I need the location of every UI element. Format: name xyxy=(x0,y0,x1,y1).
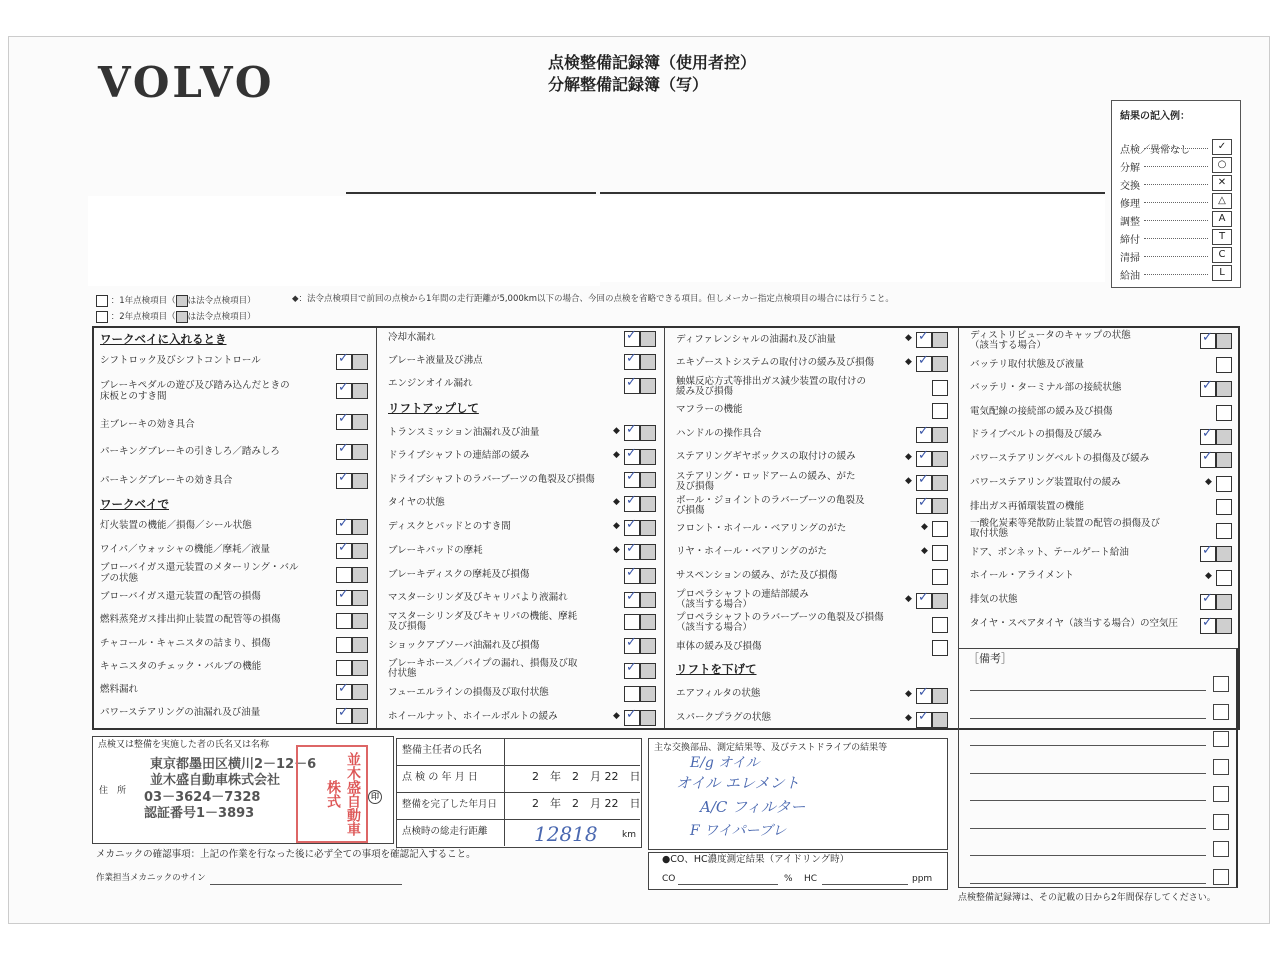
inspection-item: 排出ガス再循環装置の機能 xyxy=(970,501,1085,512)
title-line-1: 点検整備記録簿（使用者控） xyxy=(548,53,757,72)
check-box[interactable] xyxy=(1216,523,1232,539)
check-mark-icon: ✓ xyxy=(338,540,349,555)
inspection-item: パーキングブレーキの引きしろ／踏みしろ xyxy=(100,446,280,457)
remark-check-box[interactable] xyxy=(1213,814,1229,830)
statutory-box[interactable] xyxy=(640,331,656,347)
inspection-item: トランスミッション油漏れ及び油量 xyxy=(388,427,540,438)
inspection-item: 排気の状態 xyxy=(970,594,1018,605)
inspection-item: ブレーキディスクの摩耗及び損傷 xyxy=(388,569,530,580)
check-box[interactable] xyxy=(624,614,640,630)
company-phone: 03－3624－7328 xyxy=(144,790,261,805)
mechanic-note: メカニックの確認事項：上記の作業を行なった後に必ず全ての事項を確認記入すること。 xyxy=(96,849,476,860)
diamond-note: ◆：法令点検項目で前回の点検から1年間の走行距離が5,000km以下の場合、今回の点検を省略できる項目。但しメーカー指定点検項目の場合には行うこと。 xyxy=(292,294,894,304)
section-heading: ワークベイで xyxy=(100,497,169,511)
legend-row: 分解 ○ xyxy=(1120,157,1232,173)
check-mark-icon: ✓ xyxy=(338,351,349,366)
company-stamp: 並木盛自動車株式 xyxy=(296,745,368,843)
seal-mark: 印 xyxy=(368,790,382,804)
section-heading: リフトを下げて xyxy=(676,662,757,676)
inspection-item: 及び損傷 xyxy=(676,481,715,492)
statutory-box[interactable] xyxy=(640,568,656,584)
hc-unit: ppm xyxy=(912,874,933,884)
completion-date-label: 整備を完了した年月日 xyxy=(402,799,498,810)
check-mark-icon: ✓ xyxy=(338,470,349,485)
inspection-item: 緩み及び損傷 xyxy=(676,386,734,397)
check-box[interactable] xyxy=(624,686,640,702)
inspection-item: び損傷 xyxy=(676,505,705,516)
inspection-item: ボール・ジョイントのラバーブーツの亀裂及 xyxy=(676,495,865,506)
inspection-item: 車体の緩み及び損傷 xyxy=(676,641,762,652)
inspection-item: 付状態 xyxy=(388,668,417,679)
remarks-panel xyxy=(958,648,1238,888)
statutory-box[interactable] xyxy=(640,544,656,560)
legend-heading: 結果の記入例： xyxy=(1120,111,1190,122)
mechanic-sign-label: 作業担当メカニックのサイン xyxy=(96,873,206,883)
statutory-box[interactable] xyxy=(352,354,368,370)
emissions-heading: ●CO、HC濃度測定結果（アイドリング時） xyxy=(662,854,850,865)
statutory-box[interactable] xyxy=(640,520,656,536)
check-mark-icon: ✓ xyxy=(918,424,929,439)
co-unit: % xyxy=(784,874,793,884)
inspection-item: （該当する場合） xyxy=(676,599,753,610)
statutory-box[interactable] xyxy=(932,593,948,609)
circle-symbol: ○ xyxy=(1212,157,1232,173)
address-line: 東京都墨田区横川2－12－6 xyxy=(150,757,317,772)
inspection-item: ブレーキパッドの摩耗 xyxy=(388,545,483,556)
result-line: オイル エレメント xyxy=(676,774,800,792)
inspection-item: ドア、ボンネット、テールゲート給油 xyxy=(970,547,1129,558)
remark-line xyxy=(970,745,1206,746)
remark-check-box[interactable] xyxy=(1213,759,1229,775)
inspection-item: ハンドルの操作具合 xyxy=(676,428,762,439)
triangle-symbol: △ xyxy=(1212,193,1232,209)
inspection-item: チャコール・キャニスタの詰まり、損傷 xyxy=(100,638,271,649)
legend-row: 清掃 C xyxy=(1120,247,1232,263)
legend-row: 交換 ✕ xyxy=(1120,175,1232,191)
header-rule-left xyxy=(346,192,596,194)
inspection-item: フューエルラインの損傷及び取付状態 xyxy=(388,687,549,698)
inspection-item: 及び損傷 xyxy=(388,621,427,632)
company-name: 並木盛自動車株式会社 xyxy=(150,773,281,788)
statutory-box[interactable] xyxy=(1216,618,1232,634)
check-mark-icon: ✓ xyxy=(1202,426,1213,441)
legend-row: 点検／異常なし ✓ xyxy=(1120,139,1232,155)
inspection-item: マスターシリンダ及びキャリパの機能、摩耗 xyxy=(388,611,578,622)
inspection-item: キャニスタのチェック・バルブの機能 xyxy=(100,661,262,672)
statutory-box[interactable] xyxy=(640,638,656,654)
check-box[interactable] xyxy=(1216,570,1232,586)
result-legend xyxy=(1111,100,1241,288)
diamond-icon: ◆ xyxy=(1205,477,1212,487)
check-box[interactable] xyxy=(932,640,948,656)
clean-symbol: C xyxy=(1212,247,1232,263)
check-mark-icon: ✓ xyxy=(918,685,929,700)
inspection-item: ドライブベルトの損傷及び緩み xyxy=(970,429,1103,440)
diamond-icon: ◆ xyxy=(905,594,912,604)
check-mark-icon: ✓ xyxy=(626,660,637,675)
inspection-item: エンジンオイル漏れ xyxy=(388,378,473,389)
check-box[interactable] xyxy=(336,637,352,653)
section-heading: リフトアップして xyxy=(388,401,479,415)
check-box[interactable] xyxy=(932,403,948,419)
statutory-box[interactable] xyxy=(640,710,656,726)
diamond-icon: ◆ xyxy=(613,711,620,721)
inspection-date-value: 2 年 2 月 22 日 xyxy=(532,770,641,783)
statutory-box[interactable] xyxy=(932,427,948,443)
statutory-box[interactable] xyxy=(352,660,368,676)
statutory-box[interactable] xyxy=(352,708,368,724)
statutory-box[interactable] xyxy=(640,663,656,679)
inspection-item: （該当する場合） xyxy=(970,340,1047,351)
inspection-item: タイヤの状態 xyxy=(388,497,445,508)
statutory-box[interactable] xyxy=(932,498,948,514)
inspection-item: マスターシリンダ及びキャリパより液漏れ xyxy=(388,592,568,603)
check-mark-icon: ✓ xyxy=(626,328,637,343)
statutory-box[interactable] xyxy=(932,356,948,372)
check-mark-icon: ✓ xyxy=(338,411,349,426)
odometer-label: 点検時の総走行距離 xyxy=(402,826,488,837)
chief-mechanic-label: 整備主任者の氏名 xyxy=(402,745,482,756)
inspection-item: プロペラシャフトのラバーブーツの亀裂及び損傷 xyxy=(676,612,884,623)
statutory-box[interactable] xyxy=(352,383,368,399)
check-mark-icon: ✓ xyxy=(918,590,929,605)
check-mark-icon: ✓ xyxy=(1202,591,1213,606)
inspection-item: ディファレンシャルの油漏れ及び油量 xyxy=(676,334,836,345)
hc-label: HC xyxy=(804,874,818,884)
statutory-box[interactable] xyxy=(1216,381,1232,397)
inspection-item: タイヤ・スペアタイヤ（該当する場合）の空気圧 xyxy=(970,618,1178,629)
remark-check-box[interactable] xyxy=(1213,676,1229,692)
statutory-box[interactable] xyxy=(352,567,368,583)
diamond-icon: ◆ xyxy=(613,521,620,531)
inspection-item: ホイールナット、ホイールボルトの緩み xyxy=(388,711,558,722)
remark-check-box[interactable] xyxy=(1213,704,1229,720)
redacted-area-right xyxy=(600,196,1105,282)
legend-row: 調整 A xyxy=(1120,211,1232,227)
statutory-box[interactable] xyxy=(932,475,948,491)
inspection-item: ドライブシャフトのラバーブーツの亀裂及び損傷 xyxy=(388,474,595,485)
check-box[interactable] xyxy=(336,660,352,676)
cross-symbol: ✕ xyxy=(1212,175,1232,191)
check-mark-icon: ✓ xyxy=(626,565,637,580)
inspection-item: ドライブシャフトの連結部の緩み xyxy=(388,450,530,461)
check-mark-icon: ✓ xyxy=(338,705,349,720)
statutory-box[interactable] xyxy=(1216,429,1232,445)
check-mark-icon: ✓ xyxy=(918,495,929,510)
remark-check-box[interactable] xyxy=(1213,731,1229,747)
statutory-box[interactable] xyxy=(932,712,948,728)
check-mark-icon: ✓ xyxy=(626,493,637,508)
key-annual: ：1年点検項目（ は法令点検項目） xyxy=(96,294,256,307)
diamond-icon: ◆ xyxy=(905,713,912,723)
inspection-item: 灯火装置の機能／損傷／シール状態 xyxy=(100,520,252,531)
results-heading: 主な交換部品、測定結果等、及びテストドライブの結果等 xyxy=(654,743,888,753)
inspection-item: 一酸化炭素等発散防止装置の配管の損傷及び xyxy=(970,518,1161,529)
statutory-box[interactable] xyxy=(932,332,948,348)
inspection-item: ブローバイガス還元装置の配管の損傷 xyxy=(100,591,261,602)
statutory-box[interactable] xyxy=(640,354,656,370)
lubricate-symbol: L xyxy=(1212,265,1232,281)
check-mark-icon: ✓ xyxy=(626,469,637,484)
check-mark-icon: ✓ xyxy=(918,472,929,487)
check-mark-icon: ✓ xyxy=(918,353,929,368)
inspection-item: ブレーキホース／パイプの漏れ、損傷及び取 xyxy=(388,658,578,669)
inspection-item: ホイール・アライメント xyxy=(970,570,1074,581)
inspection-item: パーキングブレーキの効き具合 xyxy=(100,475,233,486)
check-mark-icon: ✓ xyxy=(626,589,637,604)
legend-row: 給油 L xyxy=(1120,265,1232,281)
diamond-icon: ◆ xyxy=(921,546,928,556)
header-rule-right xyxy=(600,192,1105,194)
check-box[interactable] xyxy=(932,521,948,537)
statutory-box[interactable] xyxy=(640,472,656,488)
check-mark-icon: ✓ xyxy=(918,329,929,344)
completion-date-value: 2 年 2 月 22 日 xyxy=(532,797,641,810)
inspection-item: ディスクとパッドとのすき間 xyxy=(388,521,511,532)
diamond-icon: ◆ xyxy=(905,476,912,486)
statutory-box[interactable] xyxy=(640,614,656,630)
inspection-date-label: 点 検 の 年 月 日 xyxy=(402,772,478,783)
inspection-item: フロント・ホイール・ベアリングのがた xyxy=(676,523,847,534)
volvo-logo: VOLVO xyxy=(98,58,275,107)
statutory-box[interactable] xyxy=(640,686,656,702)
statutory-box[interactable] xyxy=(932,688,948,704)
check-mark-icon: ✓ xyxy=(626,351,637,366)
statutory-box[interactable] xyxy=(352,684,368,700)
check-mark-icon: ✓ xyxy=(1202,615,1213,630)
remark-line xyxy=(970,855,1206,856)
check-mark-icon: ✓ xyxy=(918,709,929,724)
check-mark-icon: ✓ xyxy=(1202,378,1213,393)
inspection-item: ステアリングギヤボックスの取付けの緩み xyxy=(676,451,856,462)
check-box[interactable] xyxy=(932,569,948,585)
diamond-icon: ◆ xyxy=(613,497,620,507)
legend-row: 締付 T xyxy=(1120,229,1232,245)
check-mark-icon: ✓ xyxy=(626,375,637,390)
check-mark-icon: ✓ xyxy=(338,587,349,602)
odometer-value: 12818 xyxy=(534,822,598,846)
inspection-item: パワーステアリングベルトの損傷及び緩み xyxy=(970,453,1150,464)
inspection-item: 触媒反応方式等排出ガス減少装置の取付けの xyxy=(676,376,867,387)
statutory-box[interactable] xyxy=(640,378,656,394)
retention-note: 点検整備記録簿は、その記載の日から2年間保存してください。 xyxy=(958,893,1216,903)
statutory-box[interactable] xyxy=(640,425,656,441)
statutory-box[interactable] xyxy=(352,473,368,489)
remark-check-box[interactable] xyxy=(1213,786,1229,802)
section-heading: ワークベイに入れるとき xyxy=(100,332,227,346)
check-box[interactable] xyxy=(1216,357,1232,373)
address-label: 住 所 xyxy=(99,786,127,796)
statutory-box[interactable] xyxy=(1216,546,1232,562)
check-box[interactable] xyxy=(1216,405,1232,421)
remark-check-box[interactable] xyxy=(1213,841,1229,857)
inspection-item: ステアリング・ロッドアームの緩み、がた xyxy=(676,471,856,482)
check-box[interactable] xyxy=(932,617,948,633)
inspection-item: リヤ・ホイール・ベアリングのがた xyxy=(676,546,828,557)
odometer-unit: km xyxy=(622,830,636,840)
result-line: A/C フィルター xyxy=(700,798,806,816)
inspection-item: ワイパ／ウォッシャの機能／摩耗／液量 xyxy=(100,544,270,555)
diamond-icon: ◆ xyxy=(921,522,928,532)
inspection-item: 燃料漏れ xyxy=(100,684,139,695)
statutory-box[interactable] xyxy=(640,592,656,608)
check-mark-icon: ✓ xyxy=(338,681,349,696)
tighten-symbol: T xyxy=(1212,229,1232,245)
inspection-item: バッテリ・ターミナル部の接続状態 xyxy=(970,382,1122,393)
diamond-icon: ◆ xyxy=(613,426,620,436)
remark-line xyxy=(970,800,1206,801)
inspection-item: シフトロック及びシフトコントロール xyxy=(100,355,261,366)
certification-number: 認証番号1－3893 xyxy=(144,806,255,821)
inspection-item: ディストリビュータのキャップの状態 xyxy=(970,330,1131,341)
inspection-item: マフラーの機能 xyxy=(676,404,743,415)
inspection-item: エアフィルタの状態 xyxy=(676,688,761,699)
statutory-box[interactable] xyxy=(352,590,368,606)
inspection-item: ショックアブソーバ油漏れ及び損傷 xyxy=(388,640,540,651)
inspection-item: サスペンションの緩み、がた及び損傷 xyxy=(676,570,838,581)
diamond-icon: ◆ xyxy=(905,333,912,343)
worker-heading: 点検又は整備を実施した者の氏名又は名称 xyxy=(98,740,270,750)
result-line: E/g オイル xyxy=(690,755,760,771)
check-mark-icon: ✓ xyxy=(626,422,637,437)
check-symbol: ✓ xyxy=(1212,139,1232,155)
inspection-item: （該当する場合） xyxy=(676,622,753,633)
inspection-item: エキゾーストシステムの取付けの緩み及び損傷 xyxy=(676,357,875,368)
statutory-box[interactable] xyxy=(1216,594,1232,610)
remark-line xyxy=(970,883,1206,884)
check-box[interactable] xyxy=(932,545,948,561)
statutory-box[interactable] xyxy=(352,519,368,535)
inspection-item: 冷却水漏れ xyxy=(388,332,436,343)
statutory-box[interactable] xyxy=(640,496,656,512)
check-mark-icon: ✓ xyxy=(338,380,349,395)
check-mark-icon: ✓ xyxy=(918,448,929,463)
check-mark-icon: ✓ xyxy=(1202,543,1213,558)
redacted-area-left xyxy=(88,196,600,286)
statutory-box[interactable] xyxy=(352,637,368,653)
legend-row: 修理 △ xyxy=(1120,193,1232,209)
co-label: CO xyxy=(662,874,676,884)
remark-check-box[interactable] xyxy=(1213,869,1229,885)
result-line: F ワイパーブレ xyxy=(690,823,787,839)
check-mark-icon: ✓ xyxy=(626,446,637,461)
remarks-heading: ［備考］ xyxy=(968,652,1012,665)
remark-line xyxy=(970,718,1206,719)
statutory-box[interactable] xyxy=(1216,333,1232,349)
key-biennial: ：2年点検項目（ は法令点検項目） xyxy=(96,310,256,323)
statutory-box[interactable] xyxy=(352,414,368,430)
check-box[interactable] xyxy=(336,567,352,583)
title-line-2: 分解整備記録簿（写） xyxy=(548,75,709,94)
remark-line xyxy=(970,690,1206,691)
adjust-symbol: A xyxy=(1212,211,1232,227)
statutory-box[interactable] xyxy=(1216,452,1232,468)
check-box[interactable] xyxy=(932,380,948,396)
inspection-item: 取付状態 xyxy=(970,528,1009,539)
check-mark-icon: ✓ xyxy=(338,441,349,456)
inspection-item: 電気配線の接続部の緩み及び損傷 xyxy=(970,406,1113,417)
check-box[interactable] xyxy=(1216,476,1232,492)
statutory-box[interactable] xyxy=(932,451,948,467)
check-mark-icon: ✓ xyxy=(1202,449,1213,464)
check-mark-icon: ✓ xyxy=(626,707,637,722)
statutory-box[interactable] xyxy=(352,543,368,559)
inspection-item: 床板とのすき間 xyxy=(100,391,167,402)
inspection-item: ブローバイガス還元装置のメターリング・バル xyxy=(100,562,299,573)
check-box[interactable] xyxy=(1216,499,1232,515)
check-mark-icon: ✓ xyxy=(626,635,637,650)
diamond-icon: ◆ xyxy=(905,689,912,699)
inspection-item: 主ブレーキの効き具合 xyxy=(100,419,195,430)
check-mark-icon: ✓ xyxy=(338,516,349,531)
statutory-box[interactable] xyxy=(640,449,656,465)
inspection-item: ブレーキペダルの遊び及び踏み込んだときの xyxy=(100,380,290,391)
inspection-item: バッテリ取付状態及び液量 xyxy=(970,359,1085,370)
check-mark-icon: ✓ xyxy=(1202,330,1213,345)
statutory-box[interactable] xyxy=(352,444,368,460)
inspection-item: スパークプラグの状態 xyxy=(676,712,772,723)
diamond-icon: ◆ xyxy=(905,452,912,462)
inspection-item: プロペラシャフトの連結部緩み xyxy=(676,589,809,600)
check-mark-icon: ✓ xyxy=(626,541,637,556)
diamond-icon: ◆ xyxy=(1205,571,1212,581)
diamond-icon: ◆ xyxy=(613,450,620,460)
inspection-item: ブレーキ液量及び沸点 xyxy=(388,355,483,366)
check-box[interactable] xyxy=(336,613,352,629)
inspection-item: パワーステアリングの油漏れ及び油量 xyxy=(100,707,261,718)
check-mark-icon: ✓ xyxy=(626,517,637,532)
diamond-icon: ◆ xyxy=(613,545,620,555)
diamond-icon: ◆ xyxy=(905,357,912,367)
remark-line xyxy=(970,773,1206,774)
inspection-item: ブの状態 xyxy=(100,573,139,584)
remark-line xyxy=(970,828,1206,829)
inspection-item: 燃料蒸発ガス排出抑止装置の配管等の損傷 xyxy=(100,614,281,625)
inspection-item: パワーステアリング装置取付の緩み xyxy=(970,477,1121,488)
statutory-box[interactable] xyxy=(352,613,368,629)
mechanic-sign-line xyxy=(210,884,402,885)
